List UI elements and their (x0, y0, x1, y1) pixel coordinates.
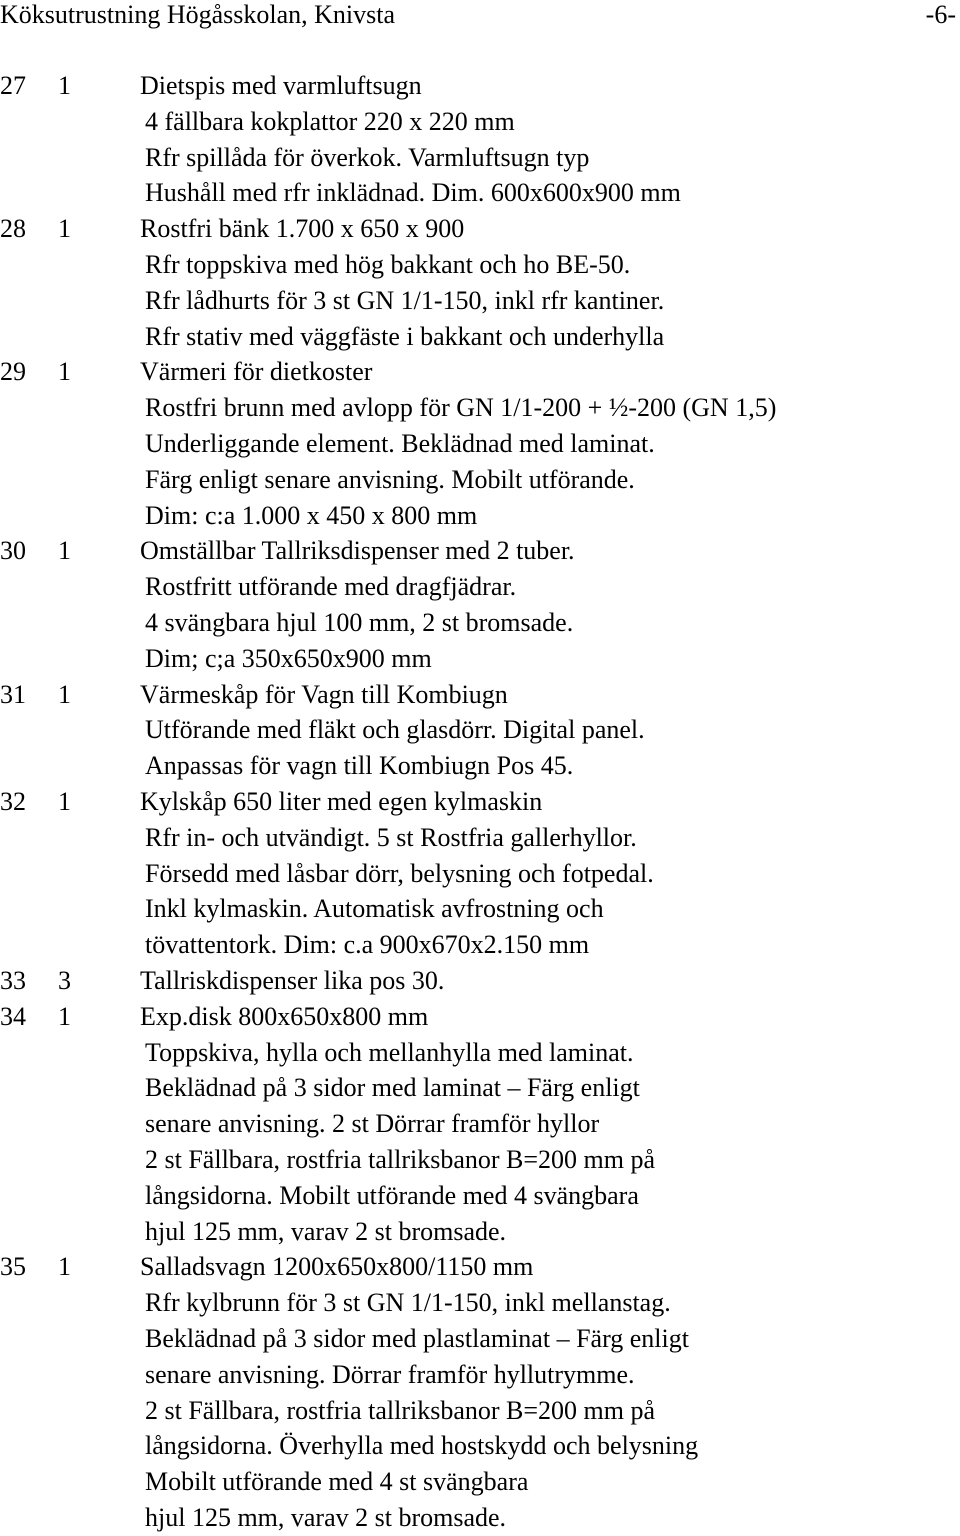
item-title: Salladsvagn 1200x650x800/1150 mm (140, 1252, 534, 1282)
item-description-line: Rfr lådhurts för 3 st GN 1/1-150, inkl rfr kantiner. (145, 285, 665, 315)
page-number: -6- (925, 0, 956, 29)
item-number: 32 (0, 787, 26, 816)
item-description-line: Utförande med fläkt och glasdörr. Digital panel. (145, 715, 645, 745)
item-description-line: Rfr stativ med väggfäste i bakkant och underhylla (145, 321, 665, 351)
item-quantity: 1 (58, 357, 71, 387)
item-description-line: långsidorna. Mobilt utförande med 4 svängbara (145, 1180, 639, 1210)
item-description-line: hjul 125 mm, varav 2 st bromsade. (145, 1216, 507, 1246)
item-description-line: Mobilt utförande med 4 st svängbara (145, 1467, 529, 1497)
item-number: 30 (0, 536, 26, 566)
item-description-line: 4 fällbara kokplattor 220 x 220 mm (145, 106, 515, 136)
item-description-line: Toppskiva, hylla och mellanhylla med laminat. (145, 1037, 634, 1067)
item-description-line: Inkl kylmaskin. Automatisk avfrostning och (145, 894, 604, 924)
item-description-line: Underliggande element. Beklädnad med laminat. (145, 429, 655, 458)
item-description-line: 2 st Fällbara, rostfria tallriksbanor B=200 mm på (145, 1395, 656, 1425)
item-description-line: Beklädnad på 3 sidor med laminat – Färg enligt (145, 1073, 640, 1103)
item-number: 27 (0, 71, 26, 100)
item-title: Värmeskåp för Vagn till Kombiugn (140, 679, 508, 709)
item-description-line: senare anvisning. Dörrar framför hyllutrymme. (145, 1359, 635, 1389)
item-title: Värmeri för dietkoster (140, 357, 373, 387)
item-title: Exp.disk 800x650x800 mm (140, 1001, 429, 1031)
item-title: Dietspis med varmluftsugn (140, 71, 422, 100)
item-description-line: 2 st Fällbara, rostfria tallriksbanor B=200 mm på (145, 1145, 656, 1174)
item-description-line: Försedd med låsbar dörr, belysning och fotpedal. (145, 858, 654, 888)
item-description-line: Beklädnad på 3 sidor med plastlaminat – Färg enligt (145, 1324, 689, 1353)
item-description-line: Rfr spillåda för överkok. Varmluftsugn typ (145, 142, 590, 172)
item-quantity: 3 (58, 966, 71, 995)
item-title: Tallriskdispenser lika pos 30. (140, 966, 445, 995)
item-quantity: 1 (58, 1252, 71, 1282)
item-description-line: Hushåll med rfr inklädnad. Dim. 600x600x900 mm (145, 178, 681, 208)
item-quantity: 1 (58, 1001, 71, 1031)
item-quantity: 1 (58, 787, 71, 816)
document-title: Köksutrustning Högåsskolan, Knivsta (0, 0, 396, 29)
item-title: Omställbar Tallriksdispenser med 2 tuber. (140, 536, 575, 566)
item-quantity: 1 (58, 679, 71, 709)
item-description-line: Rostfri brunn med avlopp för GN 1/1-200 + ½-200 (GN 1,5) (145, 393, 777, 423)
item-number: 35 (0, 1252, 26, 1282)
item-number: 33 (0, 966, 26, 995)
item-description-line: Färg enligt senare anvisning. Mobilt utförande. (145, 464, 635, 494)
item-title: Kylskåp 650 liter med egen kylmaskin (140, 787, 543, 816)
item-description-line: Dim; c;a 350x650x900 mm (145, 643, 432, 673)
item-description-line: Rfr in- och utvändigt. 5 st Rostfria gallerhyllor. (145, 822, 637, 852)
item-description-line: Rostfritt utförande med dragfjädrar. (145, 572, 517, 602)
item-description-line: tövattentork. Dim: c.a 900x670x2.150 mm (145, 930, 590, 960)
item-number: 34 (0, 1001, 26, 1031)
item-description-line: hjul 125 mm, varav 2 st bromsade. (145, 1503, 507, 1532)
item-quantity: 1 (58, 71, 71, 100)
item-number: 28 (0, 214, 26, 244)
item-description-line: Anpassas för vagn till Kombiugn Pos 45. (145, 751, 574, 781)
item-number: 29 (0, 357, 26, 387)
item-quantity: 1 (58, 214, 71, 244)
item-description-line: Rfr toppskiva med hög bakkant och ho BE-50. (145, 250, 631, 279)
item-description-line: 4 svängbara hjul 100 mm, 2 st bromsade. (145, 608, 574, 637)
item-number: 31 (0, 679, 26, 709)
item-description-line: långsidorna. Överhylla med hostskydd och belysning (145, 1431, 699, 1461)
item-description-line: Dim: c:a 1.000 x 450 x 800 mm (145, 500, 478, 530)
item-description-line: senare anvisning. 2 st Dörrar framför hyllor (145, 1109, 600, 1139)
item-title: Rostfri bänk 1.700 x 650 x 900 (140, 214, 465, 244)
item-quantity: 1 (58, 536, 71, 566)
item-description-line: Rfr kylbrunn för 3 st GN 1/1-150, inkl mellanstag. (145, 1288, 671, 1318)
